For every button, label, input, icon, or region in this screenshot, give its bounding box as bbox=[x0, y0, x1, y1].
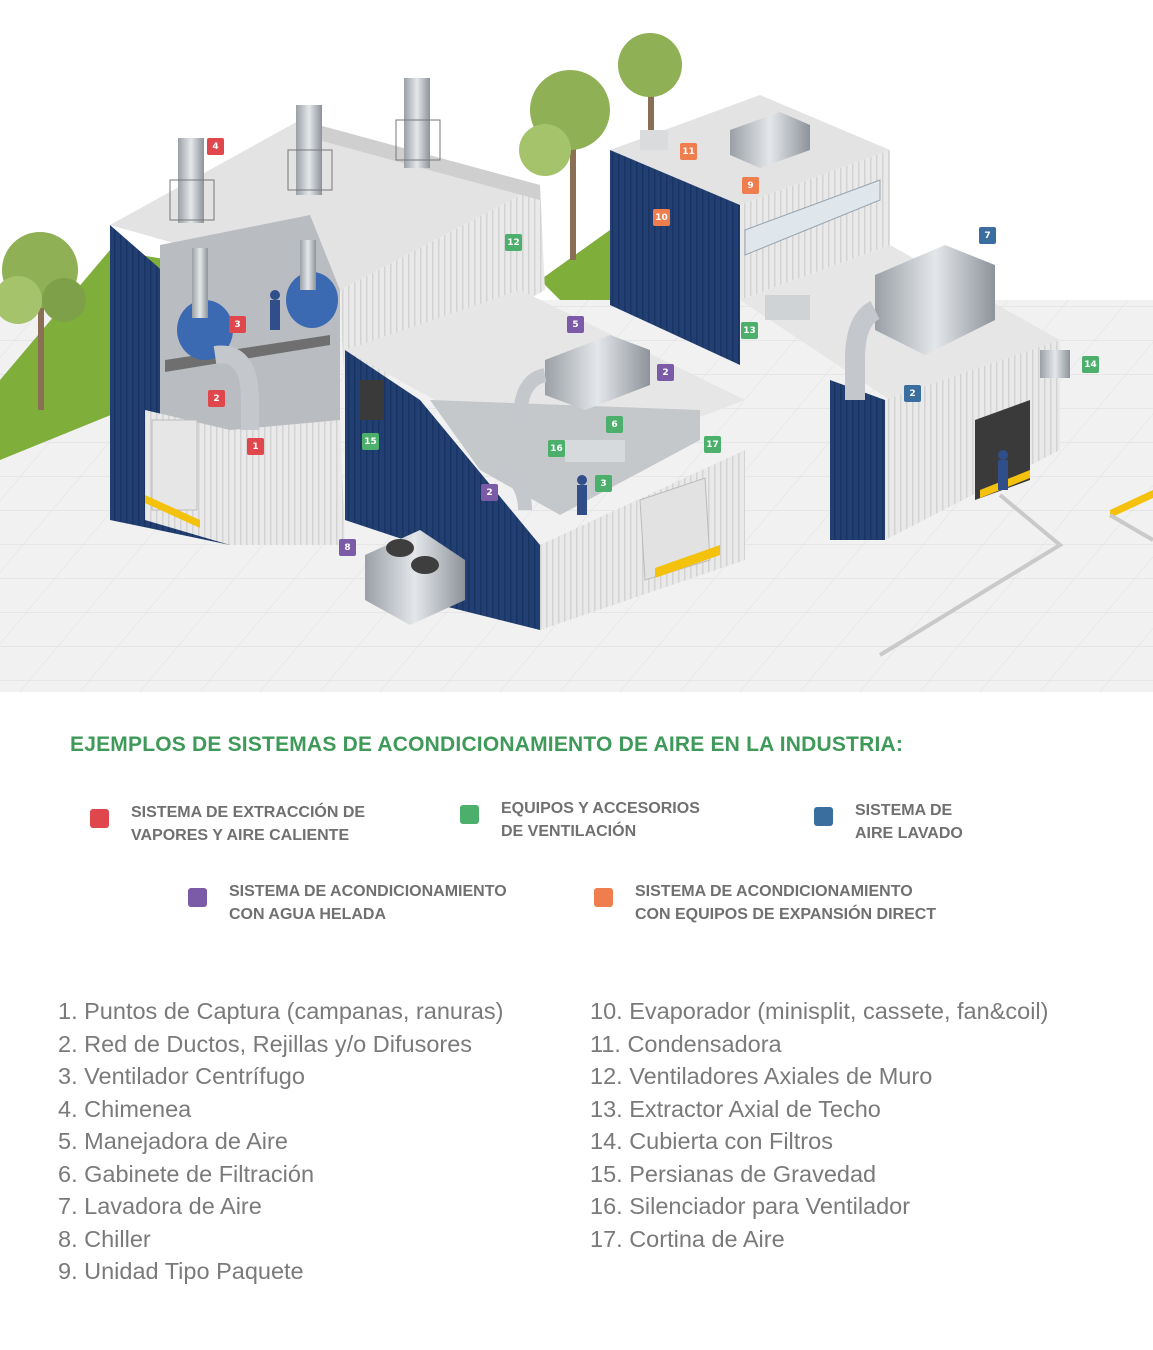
legend-swatch-red bbox=[90, 809, 109, 828]
list-item: 14. Cubierta con Filtros bbox=[590, 1128, 833, 1154]
list-item: 2. Red de Ductos, Rejillas y/o Difusores bbox=[58, 1030, 473, 1057]
legend-item-blue bbox=[814, 799, 963, 845]
legend-line: SISTEMA DE ACONDICIONAMIENTO bbox=[635, 883, 913, 900]
marker-3[interactable]: 3 bbox=[595, 475, 612, 492]
list-item: 3. Ventilador Centrífugo bbox=[58, 1063, 305, 1089]
legend-label bbox=[635, 880, 985, 926]
marker-2[interactable]: 2 bbox=[481, 484, 498, 501]
marker-11[interactable]: 11 bbox=[680, 143, 697, 160]
legend-swatch-orange bbox=[594, 888, 613, 907]
marker-5[interactable]: 5 bbox=[567, 316, 584, 333]
marker-6[interactable]: 6 bbox=[606, 416, 623, 433]
legend-line: CON EQUIPOS DE EXPANSIÓN DIRECT bbox=[635, 906, 937, 923]
list-item: 11. Condensadora bbox=[590, 1030, 782, 1057]
list-item: 10. Evaporador (minisplit, cassete, fan&coil) bbox=[590, 998, 1049, 1024]
marker-1[interactable]: 1 bbox=[247, 438, 264, 455]
legend-item-orange bbox=[594, 880, 985, 926]
marker-8[interactable]: 8 bbox=[339, 539, 356, 556]
legend-item-purple bbox=[188, 880, 507, 926]
legend-line: CON AGUA HELADA bbox=[229, 906, 387, 923]
marker-15[interactable]: 15 bbox=[362, 433, 379, 450]
marker-7[interactable]: 7 bbox=[979, 227, 996, 244]
marker-16[interactable]: 16 bbox=[548, 440, 565, 457]
legend-item-green bbox=[460, 797, 700, 843]
component-list-left bbox=[58, 995, 503, 1288]
marker-2[interactable]: 2 bbox=[904, 385, 921, 402]
component-list-right bbox=[590, 995, 1048, 1255]
section-heading: EJEMPLOS DE SISTEMAS DE ACONDICIONAMIENTO DE AIRE EN LA INDUSTRIA: bbox=[70, 733, 904, 756]
legend-line: SISTEMA DE EXTRACCIÓN DE bbox=[131, 804, 366, 821]
legend-line: AIRE LAVADO bbox=[855, 825, 963, 842]
legend-swatch-blue bbox=[814, 807, 833, 826]
marker-12[interactable]: 12 bbox=[505, 234, 522, 251]
marker-2[interactable]: 2 bbox=[657, 364, 674, 381]
list-item: 15. Persianas de Gravedad bbox=[590, 1160, 877, 1187]
tree-right bbox=[618, 33, 682, 140]
list-item: 17. Cortina de Aire bbox=[590, 1225, 785, 1252]
legend-line: VAPORES Y AIRE CALIENTE bbox=[131, 827, 350, 844]
legend-swatch-purple bbox=[188, 888, 207, 907]
marker-10[interactable]: 10 bbox=[653, 209, 670, 226]
legend-label bbox=[501, 797, 700, 843]
legend-label bbox=[855, 799, 963, 845]
marker-17[interactable]: 17 bbox=[704, 436, 721, 453]
marker-9[interactable]: 9 bbox=[742, 177, 759, 194]
list-item: 12. Ventiladores Axiales de Muro bbox=[590, 1063, 933, 1089]
list-item: 6. Gabinete de Filtración bbox=[58, 1160, 315, 1187]
legend-swatch-green bbox=[460, 805, 479, 824]
marker-13[interactable]: 13 bbox=[741, 322, 758, 339]
legend-item-red bbox=[90, 801, 365, 847]
list-item: 5. Manejadora de Aire bbox=[58, 1128, 288, 1154]
list-item: 1. Puntos de Captura (campanas, ranuras) bbox=[58, 998, 504, 1024]
marker-14[interactable]: 14 bbox=[1082, 356, 1099, 373]
list-item: 7. Lavadora de Aire bbox=[58, 1193, 262, 1219]
marker-4[interactable]: 4 bbox=[207, 138, 224, 155]
list-item: 8. Chiller bbox=[58, 1225, 151, 1252]
list-item: 13. Extractor Axial de Techo bbox=[590, 1095, 881, 1122]
legend-line: DE VENTILACIÓN bbox=[501, 823, 637, 840]
marker-3[interactable]: 3 bbox=[229, 316, 246, 333]
legend-line: SISTEMA DE ACONDICIONAMIENTO bbox=[229, 883, 507, 900]
list-item: 4. Chimenea bbox=[58, 1095, 192, 1122]
list-item: 9. Unidad Tipo Paquete bbox=[58, 1258, 304, 1284]
marker-2[interactable]: 2 bbox=[208, 390, 225, 407]
legend-line: SISTEMA DE bbox=[855, 802, 953, 819]
legend-label bbox=[131, 801, 365, 847]
legend-line: EQUIPOS Y ACCESORIOS bbox=[501, 800, 700, 817]
legend-label bbox=[229, 880, 507, 926]
list-item: 16. Silenciador para Ventilador bbox=[590, 1193, 911, 1219]
